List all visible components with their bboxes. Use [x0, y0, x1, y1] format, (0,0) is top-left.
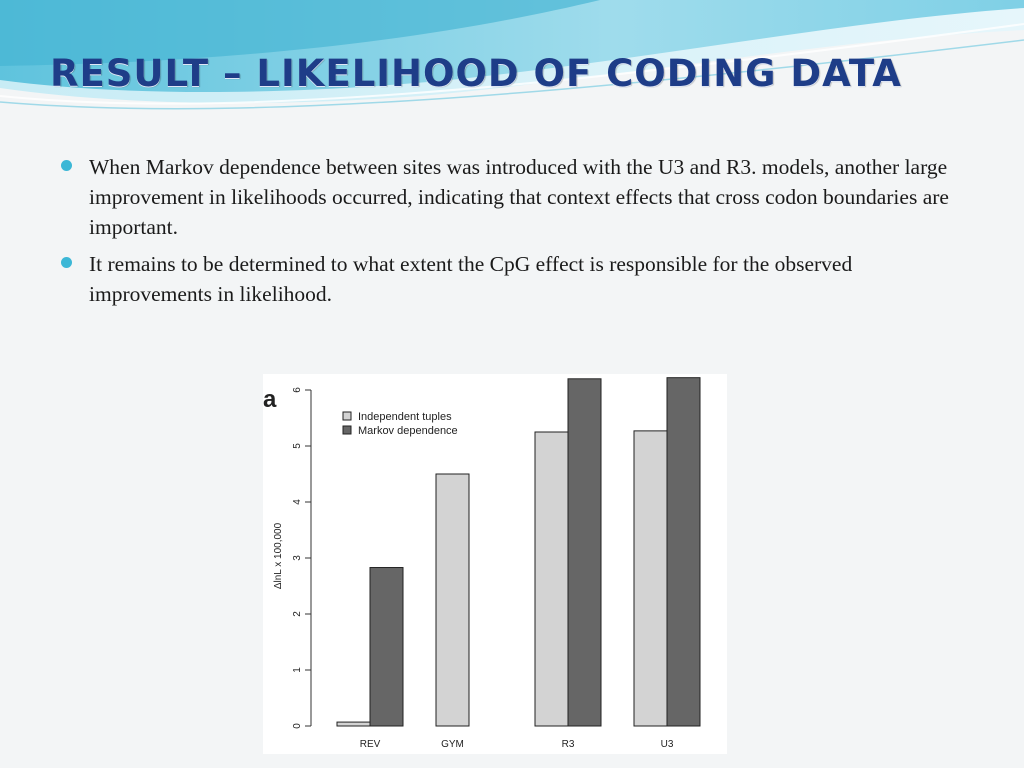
bar-r3-markov-dependence	[568, 379, 601, 726]
bullet-item	[60, 152, 960, 242]
y-tick-label: 4	[292, 499, 303, 505]
legend-swatch	[343, 412, 351, 420]
chart-panel-label: a	[263, 386, 277, 413]
bar-r3-independent-tuples	[535, 432, 568, 726]
x-axis-labels	[360, 739, 674, 750]
x-tick-label: R3	[561, 739, 575, 750]
x-tick-label: GYM	[441, 739, 464, 750]
page-title: RESULT – LIKELIHOOD OF CODING DATA	[50, 52, 902, 95]
x-tick-label: REV	[359, 739, 381, 750]
bar-chart	[263, 374, 727, 754]
y-tick-label: 3	[292, 555, 303, 561]
bullet-dot-icon	[61, 257, 72, 268]
y-tick-label: 2	[292, 611, 303, 617]
legend-swatch	[343, 426, 351, 434]
bullet-item	[60, 249, 960, 309]
y-axis	[292, 387, 311, 729]
chart-svg	[263, 374, 727, 754]
x-tick-label: U3	[660, 739, 674, 750]
legend-label: Markov dependence	[358, 425, 458, 437]
y-axis-label: ΔlnL x 100,000	[273, 522, 284, 590]
y-tick-label: 6	[292, 387, 303, 393]
bullet-list	[60, 152, 960, 316]
legend-label: Independent tuples	[358, 411, 452, 423]
y-tick-label: 5	[292, 443, 303, 449]
bar-u3-independent-tuples	[634, 431, 667, 726]
bar-gym-independent-tuples	[436, 474, 469, 726]
y-tick-label: 0	[292, 723, 303, 729]
bullet-text: It remains to be determined to what extent the CpG effect is responsible for the observed improvements in likelihood.	[89, 252, 853, 306]
bar-rev-markov-dependence	[370, 568, 403, 726]
bullet-dot-icon	[61, 160, 72, 171]
bar-rev-independent-tuples	[337, 722, 370, 726]
bullet-text: When Markov dependence between sites was introduced with the U3 and R3. models, another large improvement in likelihoods occurred, indicating that context effects that cross codon boundaries are important.	[89, 155, 949, 239]
chart-legend	[343, 411, 458, 437]
bar-u3-markov-dependence	[667, 378, 700, 726]
y-tick-label: 1	[292, 667, 303, 673]
